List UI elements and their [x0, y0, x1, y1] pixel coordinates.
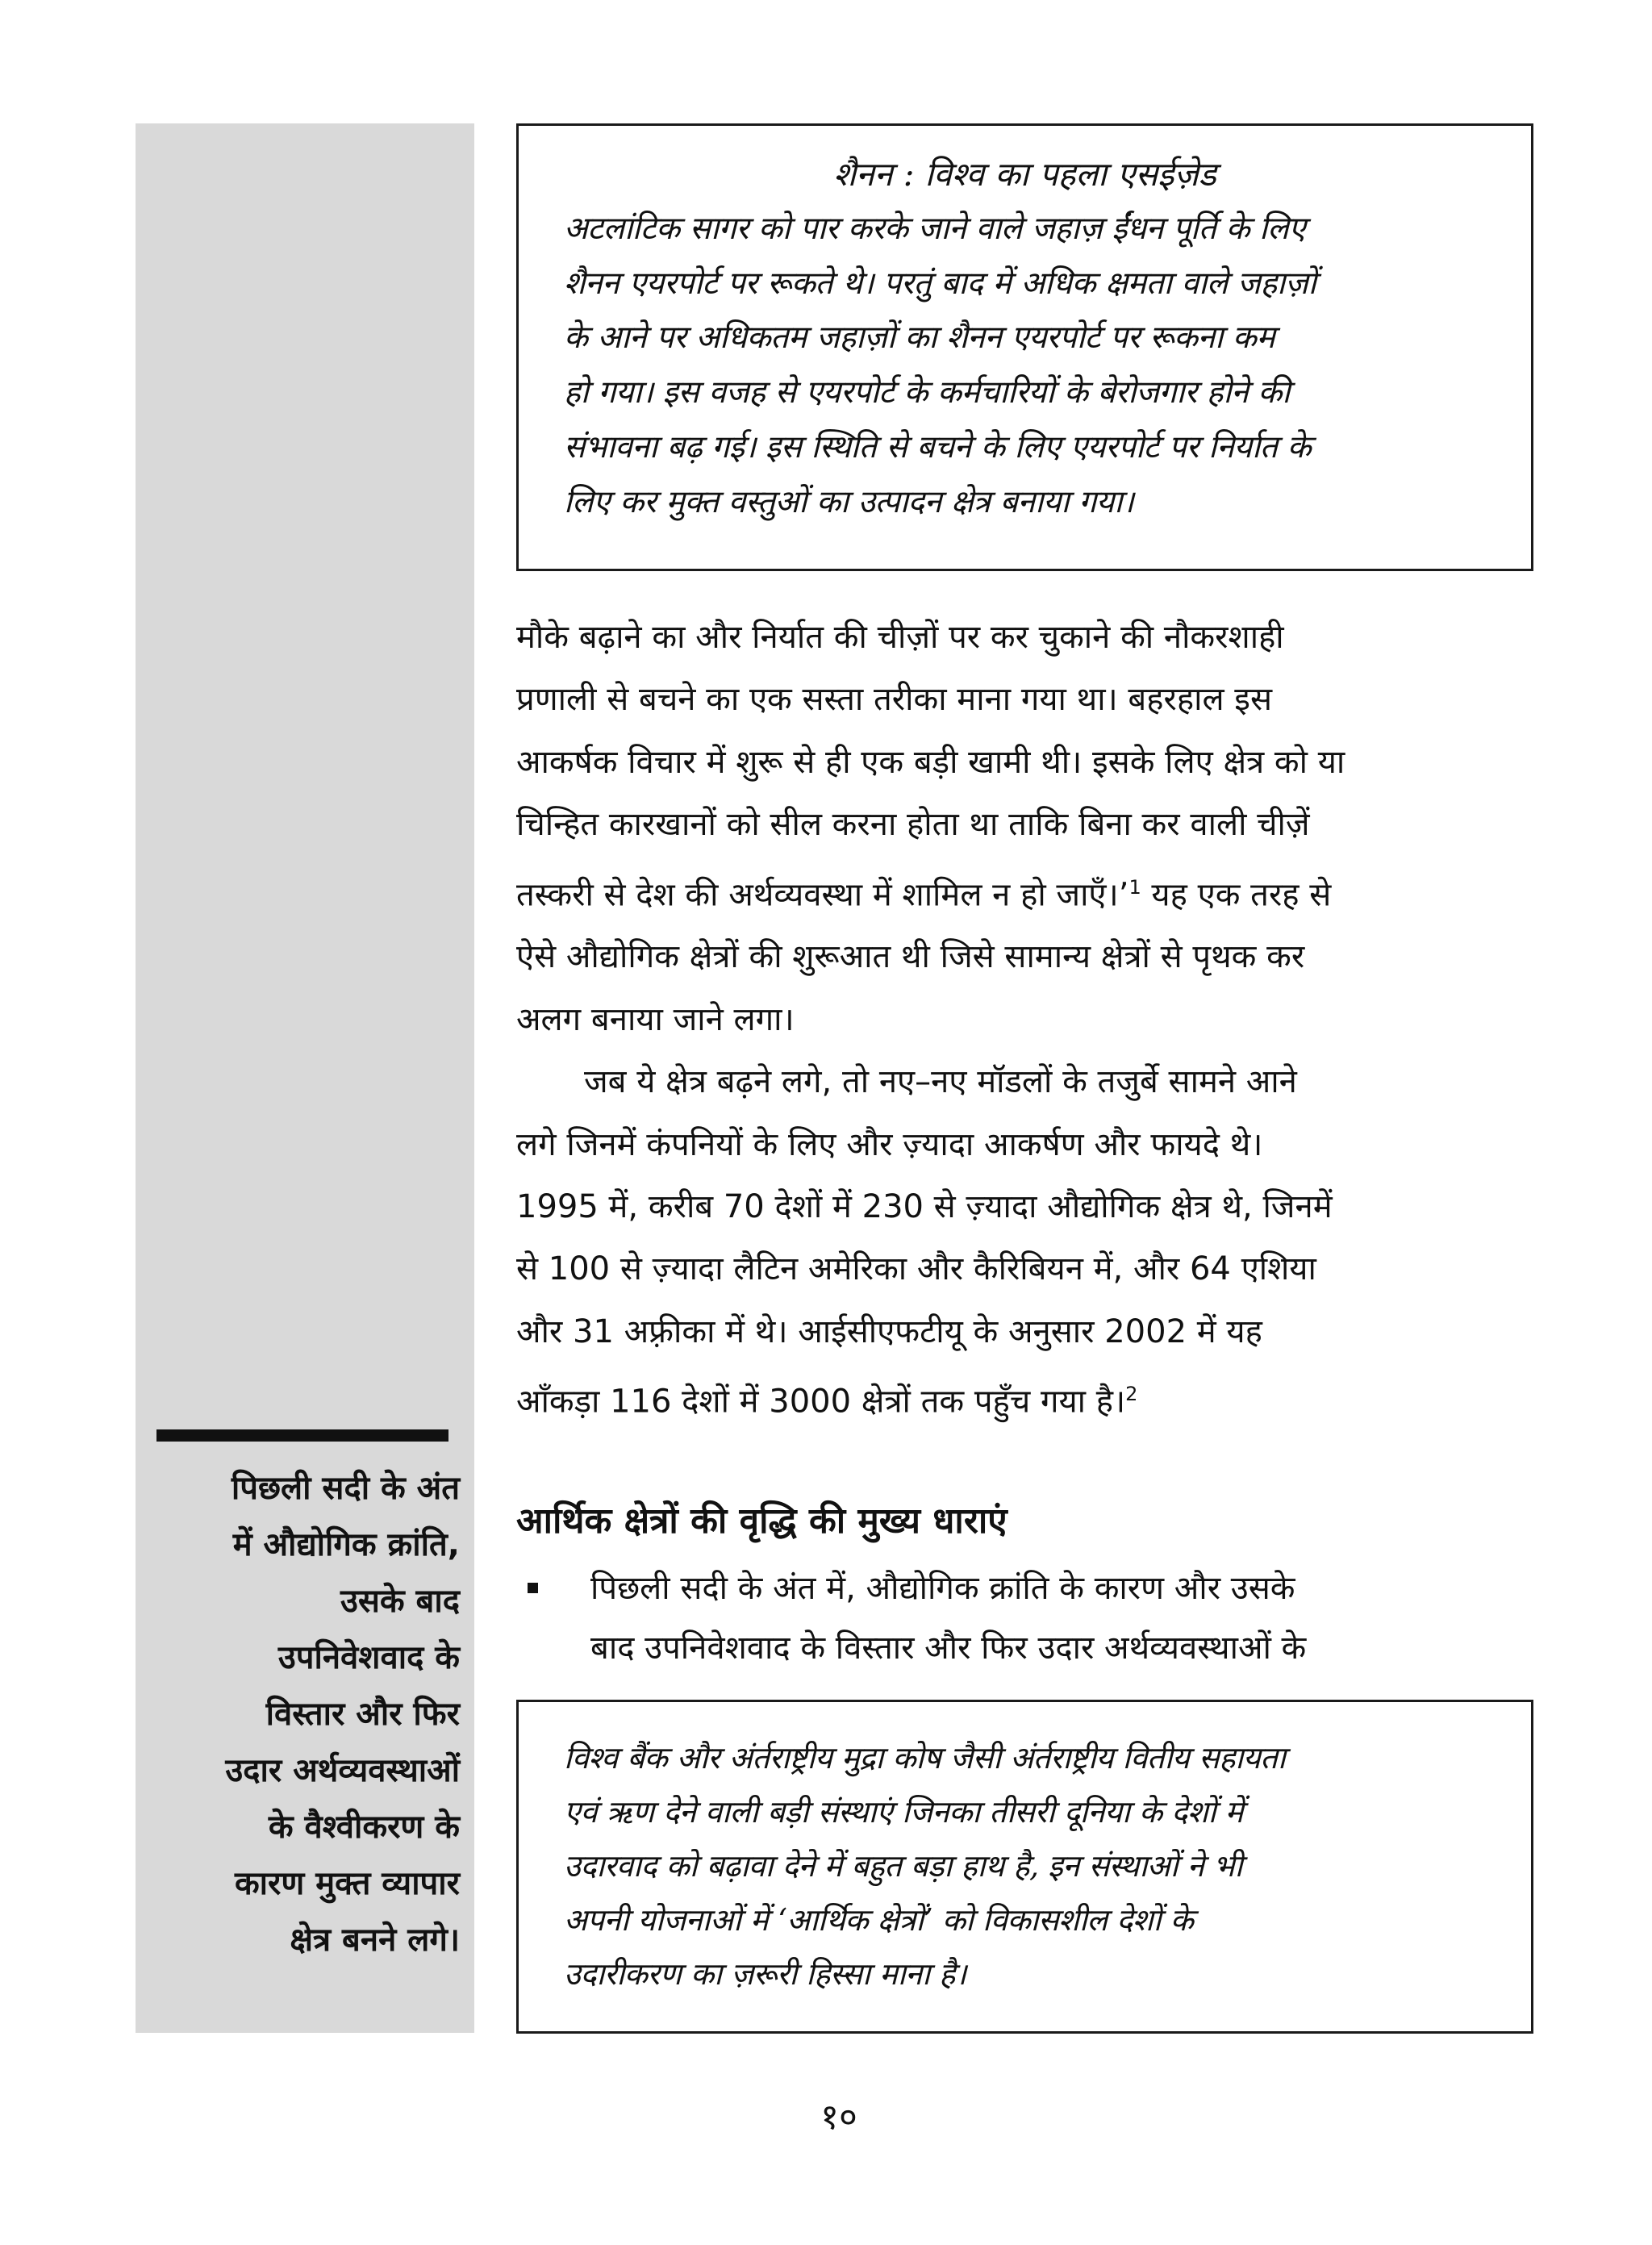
- pull-quote-line: में औद्योगिक क्रांति,: [232, 1526, 460, 1563]
- footnote-ref-2: 2: [1125, 1383, 1138, 1406]
- info-box-line: हो गया। इस वजह से एयरपोर्ट के कर्मचारियों के बेरोजगार होने की: [564, 374, 1291, 411]
- info-box-line: के आने पर अधिकतम जहाज़ों का शैनन एयरपोर्ट पर रूकना कम: [564, 319, 1275, 357]
- info-box-line: शैनन एयरपोर्ट पर रूकते थे। परतुं बाद में अधिक क्षमता वाले जहाज़ों: [564, 265, 1316, 302]
- pull-quote-line: विस्तार और फिर: [265, 1696, 460, 1733]
- pull-quote-line: क्षेत्र बनने लगे।: [290, 1922, 460, 1959]
- shannon-info-box: [516, 123, 1533, 571]
- body-line: [516, 857, 1533, 927]
- body-line-text: आँकड़ा 116 देशों में 3000 क्षेत्रों तक पहुँच गया है।: [516, 1383, 1126, 1421]
- body-line: चिन्हित कारखानों को सील करना होता था ताकि बिना कर वाली चीज़ें: [516, 806, 1310, 844]
- info-box-title: शैनन : विश्व का पहला एसईज़ेड: [833, 155, 1216, 194]
- body-line: [516, 1363, 1533, 1433]
- info-box-line: अटलांटिक सागर को पार करके जाने वाले जहाज़ ईंधन पूर्ति के लिए: [564, 211, 1306, 247]
- section-heading: आर्थिक क्षेत्रों की वृद्धि की मुख्य धाराएं: [516, 1500, 1007, 1542]
- body-line-text: यह एक तरह से: [1141, 875, 1332, 913]
- page-number: १०: [820, 2097, 857, 2138]
- bullet-item: [516, 1559, 1533, 1678]
- bullet-line: पिछली सदी के अंत में, औद्योगिक क्रांति के कारण और उसके: [590, 1570, 1295, 1607]
- body-line: और 31 अफ़्रीका में थे। आईसीएफटीयू के अनुसार 2002 में यह: [516, 1312, 1262, 1350]
- body-line: जब ये क्षेत्र बढ़ने लगे, तो नए–नए मॉडलों के तजुर्बे सामने आने: [584, 1063, 1297, 1101]
- pull-quote-line: उदार अर्थव्यवस्थाओं: [225, 1752, 460, 1789]
- body-line: 1995 में, करीब 70 देशों में 230 से ज़्यादा औद्योगिक क्षेत्र थे, जिनमें: [516, 1187, 1333, 1225]
- info-box-line: उदारवाद को बढ़ावा देने में बहुत बड़ा हाथ है, इन संस्थाओं ने भी: [564, 1848, 1242, 1884]
- bullet-square-icon: [528, 1583, 538, 1593]
- pull-quote-line: उसके बाद: [340, 1583, 460, 1620]
- info-box-line: विश्व बैंक और अंर्तराष्ट्रीय मुद्रा कोष जैसी अंर्तराष्ट्रीय वितीय सहायता: [564, 1740, 1286, 1776]
- info-box-line: एवं ऋण देने वाली बड़ी संस्थाएं जिनका तीसरी दूनिया के देशों में: [564, 1794, 1243, 1830]
- body-line: मौके बढ़ाने का और निर्यात की चीज़ों पर कर चुकाने की नौकरशाही: [516, 619, 1284, 656]
- pull-quote-line: कारण मुक्त व्यापार: [234, 1865, 460, 1902]
- pull-quote-line: के वैश्वीकरण के: [268, 1809, 460, 1846]
- pull-quote-line: पिछली सदी के अंत: [231, 1470, 460, 1507]
- info-box-line: उदारीकरण का ज़रूरी हिस्सा माना है।: [564, 1956, 966, 1992]
- body-line-text: तस्करी से देश की अर्थव्यवस्था में शामिल न हो जाएँ।’: [516, 875, 1129, 913]
- info-box-line: लिए कर मुक्त वस्तुओं का उत्पादन क्षेत्र बनाया गया।: [564, 483, 1134, 520]
- body-line: अलग बनाया जाने लगा।: [516, 1000, 795, 1038]
- sidebar-pull-quote: [150, 1460, 460, 1968]
- info-box-line: संभावना बढ़ गई। इस स्थिति से बचने के लिए एयरपोर्ट पर निर्यात के: [564, 428, 1312, 465]
- body-line: लगे जिनमें कंपनियों के लिए और ज़्यादा आकर्षण और फायदे थे।: [516, 1125, 1263, 1163]
- footnote-ref-1: 1: [1128, 875, 1141, 899]
- info-box-line: अपनी योजनाओं में ‘आर्थिक क्षेत्रों’ को विकासशील देशों के: [564, 1902, 1194, 1938]
- bullet-line: बाद उपनिवेशवाद के विस्तार और फिर उदार अर्थव्यवस्थाओं के: [590, 1630, 1307, 1667]
- body-line: आकर्षक विचार में शुरू से ही एक बड़ी खामी थी। इसके लिए क्षेत्र को या: [516, 743, 1345, 781]
- body-line: प्रणाली से बचने का एक सस्ता तरीका माना गया था। बहरहाल इस: [516, 681, 1272, 719]
- pull-quote-line: उपनिवेशवाद के: [277, 1639, 460, 1676]
- world-bank-info-box: [516, 1700, 1533, 2034]
- body-line: से 100 से ज़्यादा लैटिन अमेरिका और कैरिबियन में, और 64 एशिया: [516, 1250, 1316, 1288]
- body-text: [516, 607, 1533, 1433]
- body-line: ऐसे औद्योगिक क्षेत्रों की शुरूआत थी जिसे सामान्य क्षेत्रों से पृथक कर: [516, 938, 1305, 976]
- sidebar-rule: [156, 1429, 448, 1442]
